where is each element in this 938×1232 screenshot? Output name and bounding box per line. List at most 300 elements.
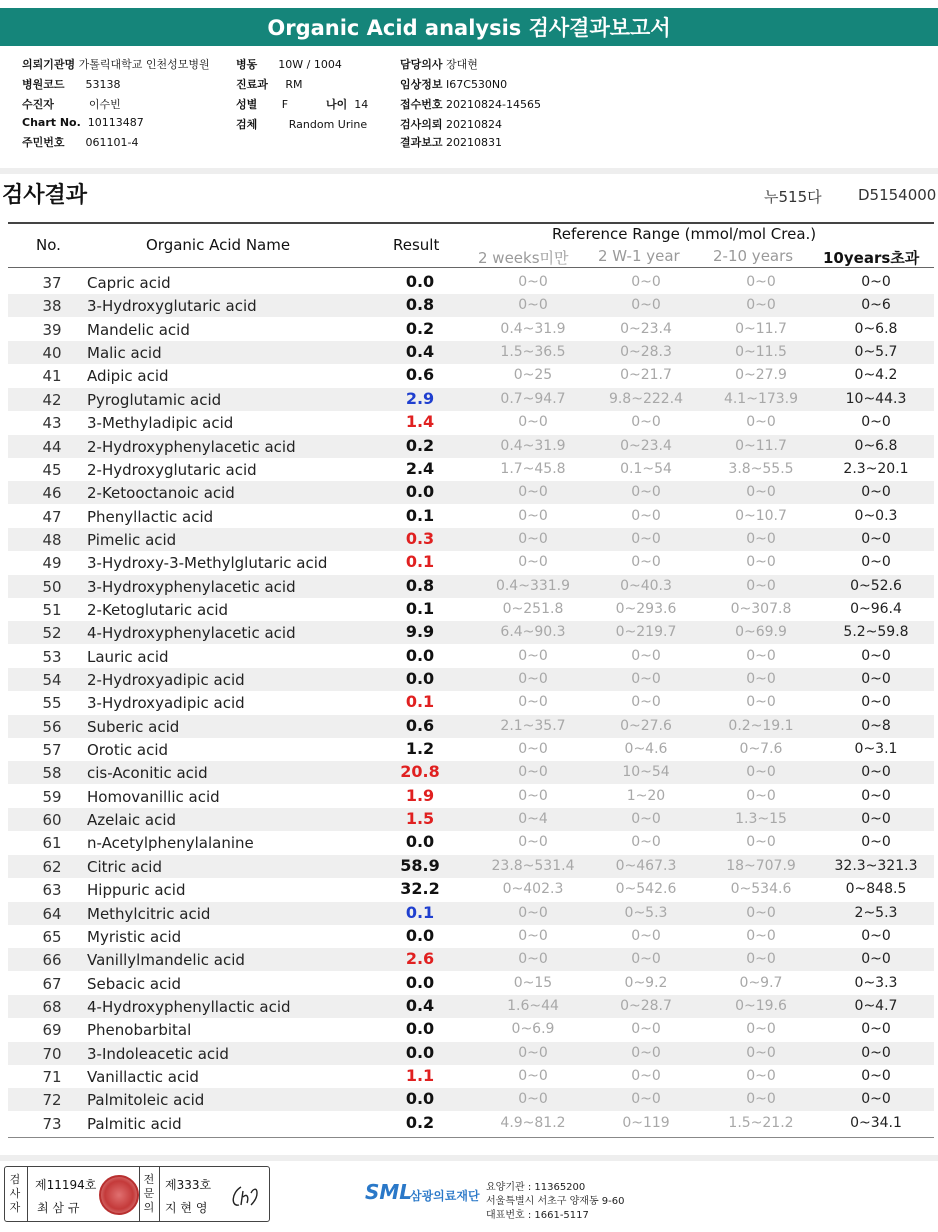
ref-2-10y: 0~0 bbox=[746, 927, 776, 944]
ref-2-10y: 3.8~55.5 bbox=[728, 460, 794, 477]
acid-name: 2-Hydroxyadipic acid bbox=[87, 671, 245, 689]
result-value: 0.1 bbox=[405, 692, 435, 712]
ref-2w1y: 0~0 bbox=[631, 484, 661, 501]
table-row bbox=[8, 318, 934, 341]
ref-2-10y: 0~0 bbox=[746, 484, 776, 501]
acid-name: Phenobarbital bbox=[87, 1021, 192, 1040]
ref-2-10y: 0~0 bbox=[746, 274, 776, 290]
separator-band bbox=[0, 168, 938, 174]
ref-10y: 0~0 bbox=[861, 484, 891, 501]
acid-name: Malic acid bbox=[87, 344, 162, 363]
result-value: 1.9 bbox=[405, 785, 435, 805]
verifier-label: 검사자 bbox=[9, 1173, 21, 1214]
row-number: 61 bbox=[42, 834, 62, 853]
row-number: 41 bbox=[42, 367, 62, 386]
info-hospital: 의뢰기관명 가톨릭대학교 인천성모병원 bbox=[22, 58, 210, 71]
ref-2w1y: 0~0 bbox=[631, 1044, 661, 1061]
row-number: 62 bbox=[42, 857, 62, 876]
sml-logo: SML bbox=[365, 1180, 413, 1204]
result-value: 2.6 bbox=[405, 949, 435, 969]
acid-name: Pimelic acid bbox=[87, 530, 177, 549]
ref-2-10y: 0~534.6 bbox=[730, 881, 792, 898]
ref-2weeks: 1.6~44 bbox=[507, 997, 559, 1014]
table-row bbox=[8, 1088, 934, 1111]
acid-name: Suberic acid bbox=[87, 717, 180, 736]
sign-divider bbox=[27, 1167, 28, 1221]
row-number: 65 bbox=[42, 927, 62, 946]
info-age: 나이 14 bbox=[326, 98, 369, 111]
table-row bbox=[8, 948, 934, 971]
section-code-1: 누515다 bbox=[764, 188, 822, 206]
ref-10y: 0~0 bbox=[861, 1067, 891, 1084]
result-value: 1.5 bbox=[405, 809, 435, 829]
acid-name: Palmitic acid bbox=[87, 1114, 182, 1133]
ref-2-10y: 0~27.9 bbox=[735, 367, 787, 384]
ref-2weeks: 0~6.9 bbox=[511, 1021, 555, 1038]
table-row bbox=[8, 1042, 934, 1065]
info-clinical: 임상정보 I67C530N0 bbox=[400, 78, 508, 91]
ref-2weeks: 0~0 bbox=[518, 694, 548, 711]
acid-name: 3-Hydroxyphenylacetic acid bbox=[87, 577, 296, 596]
ref-10y: 0~0 bbox=[861, 1044, 891, 1061]
row-number: 73 bbox=[42, 1114, 62, 1133]
ref-2-10y: 0~69.9 bbox=[735, 624, 787, 641]
specialist-license: 제333호 bbox=[165, 1178, 212, 1192]
table-row bbox=[8, 878, 934, 901]
ref-2-10y: 0~307.8 bbox=[730, 600, 792, 617]
signature-box bbox=[4, 1166, 270, 1222]
official-seal bbox=[99, 1175, 139, 1215]
info-ward: 병동 10W / 1004 bbox=[236, 58, 342, 71]
ref-10y: 0~96.4 bbox=[850, 600, 902, 617]
result-value: 0.6 bbox=[405, 715, 435, 735]
specialist-label: 전문의 bbox=[143, 1173, 155, 1214]
result-value: 0.8 bbox=[405, 295, 435, 315]
result-value: 0.0 bbox=[405, 272, 435, 291]
ref-2w1y: 0~0 bbox=[631, 414, 661, 431]
ref-2w1y: 0~0 bbox=[631, 530, 661, 547]
acid-name: 4-Hydroxyphenylacetic acid bbox=[87, 624, 296, 643]
row-number: 40 bbox=[42, 344, 62, 363]
ref-10y: 0~52.6 bbox=[850, 577, 902, 594]
ref-2weeks: 0~0 bbox=[518, 647, 548, 664]
table-row bbox=[8, 995, 934, 1018]
ref-2weeks: 0~402.3 bbox=[502, 881, 564, 898]
header-result: Result bbox=[393, 236, 440, 254]
row-number: 39 bbox=[42, 320, 62, 339]
header-ref-2weeks: 2 weeks미만 bbox=[478, 249, 569, 267]
ref-2-10y: 0~0 bbox=[746, 414, 776, 431]
table-row bbox=[8, 972, 934, 995]
result-value: 0.0 bbox=[405, 1042, 435, 1062]
ref-2weeks: 0~0 bbox=[518, 274, 548, 290]
ref-2-10y: 0~0 bbox=[746, 530, 776, 547]
ref-2w1y: 0~23.4 bbox=[620, 437, 672, 454]
table-row bbox=[8, 831, 934, 854]
ref-10y: 0~4.2 bbox=[854, 367, 898, 384]
row-number: 54 bbox=[42, 671, 62, 689]
row-number: 69 bbox=[42, 1021, 62, 1040]
info-department: 진료과 RM bbox=[236, 78, 303, 91]
ref-2w1y: 0~0 bbox=[631, 927, 661, 944]
ref-2weeks: 0~251.8 bbox=[502, 600, 564, 617]
ref-2weeks: 0~0 bbox=[518, 764, 548, 781]
ref-10y: 0~6.8 bbox=[854, 437, 898, 454]
ref-2w1y: 0~28.3 bbox=[620, 344, 672, 361]
result-value: 0.1 bbox=[405, 598, 435, 618]
ref-2weeks: 0~0 bbox=[518, 951, 548, 968]
table-row bbox=[8, 598, 934, 621]
ref-2weeks: 0~0 bbox=[518, 787, 548, 804]
acid-name: Vanillylmandelic acid bbox=[87, 951, 245, 970]
result-value: 0.4 bbox=[405, 995, 435, 1015]
table-row bbox=[8, 505, 934, 528]
ref-2w1y: 0~119 bbox=[622, 1114, 670, 1131]
ref-10y: 0~6.8 bbox=[854, 320, 898, 337]
ref-2w1y: 0~0 bbox=[631, 811, 661, 828]
ref-2-10y: 0~11.7 bbox=[735, 437, 787, 454]
ref-2-10y: 0~0 bbox=[746, 1021, 776, 1038]
row-number: 60 bbox=[42, 811, 62, 830]
row-number: 52 bbox=[42, 624, 62, 643]
organization-address: 서울특별시 서초구 양재동 9-60 bbox=[486, 1196, 625, 1207]
acid-name: Hippuric acid bbox=[87, 881, 186, 900]
ref-2weeks: 0~15 bbox=[513, 974, 553, 991]
table-row bbox=[8, 808, 934, 831]
result-value: 32.2 bbox=[400, 879, 440, 899]
ref-2w1y: 0~0 bbox=[631, 1021, 661, 1038]
result-value: 0.2 bbox=[405, 435, 435, 455]
info-report-date: 결과보고 20210831 bbox=[400, 136, 503, 149]
ref-2weeks: 1.7~45.8 bbox=[500, 460, 566, 477]
acid-name: 2-Ketoglutaric acid bbox=[87, 600, 229, 619]
header-name: Organic Acid Name bbox=[146, 236, 291, 254]
verifier-license: 제11194호 bbox=[35, 1178, 97, 1192]
table-row bbox=[8, 668, 934, 691]
result-value: 1.2 bbox=[405, 739, 435, 758]
acid-name: 2-Hydroxyphenylacetic acid bbox=[87, 437, 296, 456]
result-value: 0.6 bbox=[405, 365, 435, 385]
row-number: 67 bbox=[42, 974, 62, 993]
ref-2w1y: 0~0 bbox=[631, 1091, 661, 1108]
ref-2-10y: 0~9.7 bbox=[739, 974, 783, 991]
row-number: 43 bbox=[42, 414, 62, 433]
info-request-date: 검사의뢰 20210824 bbox=[400, 118, 503, 131]
ref-2weeks: 4.9~81.2 bbox=[500, 1114, 566, 1131]
acid-name: Orotic acid bbox=[87, 741, 169, 759]
ref-2w1y: 0~293.6 bbox=[615, 600, 677, 617]
ref-10y: 0~0 bbox=[861, 951, 891, 968]
ref-10y: 0~3.3 bbox=[854, 974, 898, 991]
ref-2w1y: 0~0 bbox=[631, 647, 661, 664]
ref-10y: 0~0 bbox=[861, 694, 891, 711]
result-value: 0.0 bbox=[405, 1089, 435, 1109]
acid-name: Lauric acid bbox=[87, 647, 169, 666]
table-row bbox=[8, 715, 934, 738]
acid-name: cis-Aconitic acid bbox=[87, 764, 208, 783]
verifier-name: 최 삼 규 bbox=[37, 1201, 80, 1215]
ref-2w1y: 0~0 bbox=[631, 951, 661, 968]
row-number: 51 bbox=[42, 600, 62, 619]
ref-2w1y: 0~5.3 bbox=[624, 904, 668, 921]
ref-10y: 0~34.1 bbox=[850, 1114, 902, 1131]
acid-name: Adipic acid bbox=[87, 367, 169, 386]
acid-name: 3-Hydroxyadipic acid bbox=[87, 694, 245, 713]
result-value: 0.0 bbox=[405, 1019, 435, 1039]
info-patient: 수진자 이수빈 bbox=[22, 98, 121, 111]
acid-name: Homovanillic acid bbox=[87, 787, 220, 806]
ref-2weeks: 0~0 bbox=[518, 530, 548, 547]
result-value: 1.4 bbox=[405, 412, 435, 432]
ref-10y: 0~4.7 bbox=[854, 997, 898, 1014]
ref-2w1y: 0~40.3 bbox=[620, 577, 672, 594]
ref-2w1y: 0~467.3 bbox=[615, 857, 677, 874]
signature-mark bbox=[227, 1183, 261, 1211]
ref-2weeks: 1.5~36.5 bbox=[500, 344, 566, 361]
acid-name: Pyroglutamic acid bbox=[87, 390, 222, 409]
ref-10y: 32.3~321.3 bbox=[834, 857, 918, 874]
ref-2w1y: 0~21.7 bbox=[620, 367, 672, 384]
result-value: 1.1 bbox=[405, 1065, 435, 1085]
row-number: 66 bbox=[42, 951, 62, 970]
ref-2weeks: 0~0 bbox=[518, 1044, 548, 1061]
result-value: 0.4 bbox=[405, 342, 435, 362]
ref-2-10y: 0~19.6 bbox=[735, 997, 787, 1014]
ref-2weeks: 0~4 bbox=[518, 811, 548, 828]
acid-name: Mandelic acid bbox=[87, 320, 190, 339]
ref-2w1y: 0~0 bbox=[631, 1067, 661, 1084]
row-number: 47 bbox=[42, 507, 62, 526]
report-title: Organic Acid analysis 검사결과보고서 bbox=[0, 8, 938, 46]
acid-name: 3-Methyladipic acid bbox=[87, 414, 234, 433]
row-number: 72 bbox=[42, 1091, 62, 1110]
acid-name: 2-Ketooctanoic acid bbox=[87, 484, 235, 503]
result-value: 0.1 bbox=[405, 552, 435, 572]
ref-2w1y: 0~4.6 bbox=[624, 741, 668, 757]
ref-2-10y: 0~0 bbox=[746, 647, 776, 664]
ref-10y: 0~0 bbox=[861, 647, 891, 664]
info-resident-no: 주민번호 061101-4 bbox=[22, 136, 139, 149]
acid-name: Capric acid bbox=[87, 274, 171, 292]
row-number: 70 bbox=[42, 1044, 62, 1063]
ref-2-10y: 0.2~19.1 bbox=[728, 717, 794, 734]
header-ref-2-10y: 2-10 years bbox=[713, 247, 794, 265]
acid-name: Myristic acid bbox=[87, 927, 182, 946]
table-header-rule bbox=[8, 267, 934, 268]
specialist-name: 지 현 영 bbox=[165, 1201, 208, 1215]
ref-2weeks: 0.7~94.7 bbox=[500, 390, 566, 407]
info-receipt-no: 접수번호 20210824-14565 bbox=[400, 98, 541, 111]
ref-2w1y: 0~0 bbox=[631, 834, 661, 851]
ref-2-10y: 0~11.7 bbox=[735, 320, 787, 337]
acid-name: Azelaic acid bbox=[87, 811, 177, 830]
ref-10y: 0~0 bbox=[861, 530, 891, 547]
ref-10y: 0~8 bbox=[861, 717, 891, 734]
table-row bbox=[8, 364, 934, 387]
row-number: 57 bbox=[42, 741, 62, 759]
section-title: 검사결과 bbox=[2, 183, 88, 208]
patient-info-panel bbox=[0, 50, 938, 169]
ref-10y: 0~0 bbox=[861, 787, 891, 804]
ref-2w1y: 0~0 bbox=[631, 274, 661, 290]
table-row bbox=[8, 621, 934, 644]
row-number: 45 bbox=[42, 460, 62, 479]
row-number: 56 bbox=[42, 717, 62, 736]
row-number: 44 bbox=[42, 437, 62, 456]
ref-2-10y: 0~0 bbox=[746, 1044, 776, 1061]
ref-2w1y: 10~54 bbox=[622, 764, 670, 781]
header-ref-2w1y: 2 W-1 year bbox=[598, 247, 680, 265]
row-number: 42 bbox=[42, 390, 62, 409]
result-value: 0.0 bbox=[405, 669, 435, 688]
ref-10y: 0~0 bbox=[861, 274, 891, 290]
ref-2w1y: 0~0 bbox=[631, 297, 661, 314]
ref-2-10y: 0~0 bbox=[746, 671, 776, 687]
section-code-2: D5154000 bbox=[858, 186, 937, 204]
acid-name: Vanillactic acid bbox=[87, 1067, 199, 1086]
table-bottom-rule bbox=[8, 1137, 934, 1138]
ref-10y: 0~0 bbox=[861, 1021, 891, 1038]
table-row bbox=[8, 481, 934, 504]
table-row bbox=[8, 341, 934, 364]
ref-2w1y: 1~20 bbox=[626, 787, 666, 804]
table-row bbox=[8, 1065, 934, 1088]
table-row bbox=[8, 271, 934, 294]
ref-10y: 2.3~20.1 bbox=[843, 460, 909, 477]
result-value: 9.9 bbox=[405, 622, 435, 642]
row-number: 68 bbox=[42, 997, 62, 1016]
result-value: 2.9 bbox=[405, 388, 435, 408]
result-value: 0.1 bbox=[405, 505, 435, 525]
header-reference: Reference Range (mmol/mol Crea.) bbox=[552, 225, 817, 243]
result-value: 0.0 bbox=[405, 482, 435, 502]
ref-10y: 2~5.3 bbox=[854, 904, 898, 921]
acid-name: 3-Hydroxyglutaric acid bbox=[87, 297, 257, 316]
row-number: 38 bbox=[42, 297, 62, 316]
ref-2weeks: 0~0 bbox=[518, 1067, 548, 1084]
ref-2weeks: 23.8~531.4 bbox=[491, 857, 575, 874]
table-row bbox=[8, 785, 934, 808]
table-row bbox=[8, 1018, 934, 1041]
table-row bbox=[8, 528, 934, 551]
acid-name: n-Acetylphenylalanine bbox=[87, 834, 254, 853]
ref-10y: 10~44.3 bbox=[845, 390, 907, 407]
ref-2w1y: 0~0 bbox=[631, 671, 661, 687]
row-number: 55 bbox=[42, 694, 62, 713]
ref-2w1y: 0~9.2 bbox=[624, 974, 668, 991]
acid-name: Methylcitric acid bbox=[87, 904, 211, 923]
ref-2w1y: 0~0 bbox=[631, 507, 661, 524]
ref-2weeks: 2.1~35.7 bbox=[500, 717, 566, 734]
result-value: 0.8 bbox=[405, 575, 435, 595]
ref-2weeks: 0~0 bbox=[518, 834, 548, 851]
ref-2-10y: 0~0 bbox=[746, 904, 776, 921]
acid-name: 2-Hydroxyglutaric acid bbox=[87, 460, 257, 479]
table-row bbox=[8, 902, 934, 925]
ref-10y: 0~0 bbox=[861, 834, 891, 851]
table-row bbox=[8, 645, 934, 668]
ref-2weeks: 0.4~31.9 bbox=[500, 437, 566, 454]
ref-2w1y: 0~219.7 bbox=[615, 624, 677, 641]
ref-2-10y: 1.3~15 bbox=[735, 811, 787, 828]
table-row bbox=[8, 458, 934, 481]
row-number: 49 bbox=[42, 554, 62, 573]
result-value: 0.1 bbox=[405, 902, 435, 922]
row-number: 50 bbox=[42, 577, 62, 596]
organization-name: 삼광의료재단 bbox=[410, 1189, 480, 1203]
ref-2-10y: 0~0 bbox=[746, 787, 776, 804]
ref-2w1y: 0~28.7 bbox=[620, 997, 672, 1014]
ref-2weeks: 0~0 bbox=[518, 554, 548, 571]
organization-code: 요양기관 : 11365200 bbox=[486, 1182, 586, 1193]
organization-phone: 대표번호 : 1661-5117 bbox=[486, 1210, 589, 1221]
row-number: 63 bbox=[42, 881, 62, 900]
ref-10y: 0~0 bbox=[861, 927, 891, 944]
row-number: 48 bbox=[42, 530, 62, 549]
header-no: No. bbox=[36, 236, 61, 254]
ref-2w1y: 0~0 bbox=[631, 694, 661, 711]
ref-10y: 0~0 bbox=[861, 414, 891, 431]
acid-name: Palmitoleic acid bbox=[87, 1091, 205, 1110]
ref-2weeks: 0~0 bbox=[518, 1091, 548, 1108]
row-number: 64 bbox=[42, 904, 62, 923]
ref-2-10y: 0~10.7 bbox=[735, 507, 787, 524]
ref-2weeks: 0~0 bbox=[518, 507, 548, 524]
ref-2weeks: 6.4~90.3 bbox=[500, 624, 566, 641]
table-row bbox=[8, 294, 934, 317]
ref-2w1y: 0.1~54 bbox=[620, 460, 672, 477]
sign-divider bbox=[139, 1167, 140, 1221]
ref-10y: 5.2~59.8 bbox=[843, 624, 909, 641]
ref-2-10y: 0~11.5 bbox=[735, 344, 787, 361]
ref-10y: 0~0 bbox=[861, 811, 891, 828]
row-number: 53 bbox=[42, 647, 62, 666]
ref-2weeks: 0.4~31.9 bbox=[500, 320, 566, 337]
ref-2-10y: 0~0 bbox=[746, 764, 776, 781]
ref-2-10y: 0~0 bbox=[746, 951, 776, 968]
info-specimen: 검체 Random Urine bbox=[236, 118, 368, 131]
table-row bbox=[8, 575, 934, 598]
ref-10y: 0~848.5 bbox=[845, 881, 907, 898]
table-row bbox=[8, 925, 934, 948]
acid-name: Phenyllactic acid bbox=[87, 507, 214, 526]
info-hospital-code: 병원코드 53138 bbox=[22, 78, 121, 91]
ref-2weeks: 0~0 bbox=[518, 904, 548, 921]
result-value: 0.3 bbox=[405, 528, 435, 548]
acid-name: 3-Indoleacetic acid bbox=[87, 1044, 229, 1063]
result-value: 0.0 bbox=[405, 972, 435, 992]
row-number: 59 bbox=[42, 787, 62, 806]
ref-10y: 0~0.3 bbox=[854, 507, 898, 524]
acid-name: 3-Hydroxy-3-Methylglutaric acid bbox=[87, 554, 328, 573]
table-row bbox=[8, 1112, 934, 1135]
table-row bbox=[8, 761, 934, 784]
row-number: 37 bbox=[42, 274, 62, 292]
ref-10y: 0~0 bbox=[861, 554, 891, 571]
ref-2-10y: 0~0 bbox=[746, 694, 776, 711]
row-number: 71 bbox=[42, 1067, 62, 1086]
row-number: 58 bbox=[42, 764, 62, 783]
acid-name: 4-Hydroxyphenyllactic acid bbox=[87, 997, 291, 1016]
table-row bbox=[8, 738, 934, 761]
result-value: 0.0 bbox=[405, 645, 435, 665]
ref-2weeks: 0~0 bbox=[518, 297, 548, 314]
acid-name: Citric acid bbox=[87, 857, 162, 876]
ref-10y: 0~0 bbox=[861, 671, 891, 687]
ref-2-10y: 0~0 bbox=[746, 297, 776, 314]
ref-2-10y: 0~0 bbox=[746, 554, 776, 571]
table-row bbox=[8, 855, 934, 878]
